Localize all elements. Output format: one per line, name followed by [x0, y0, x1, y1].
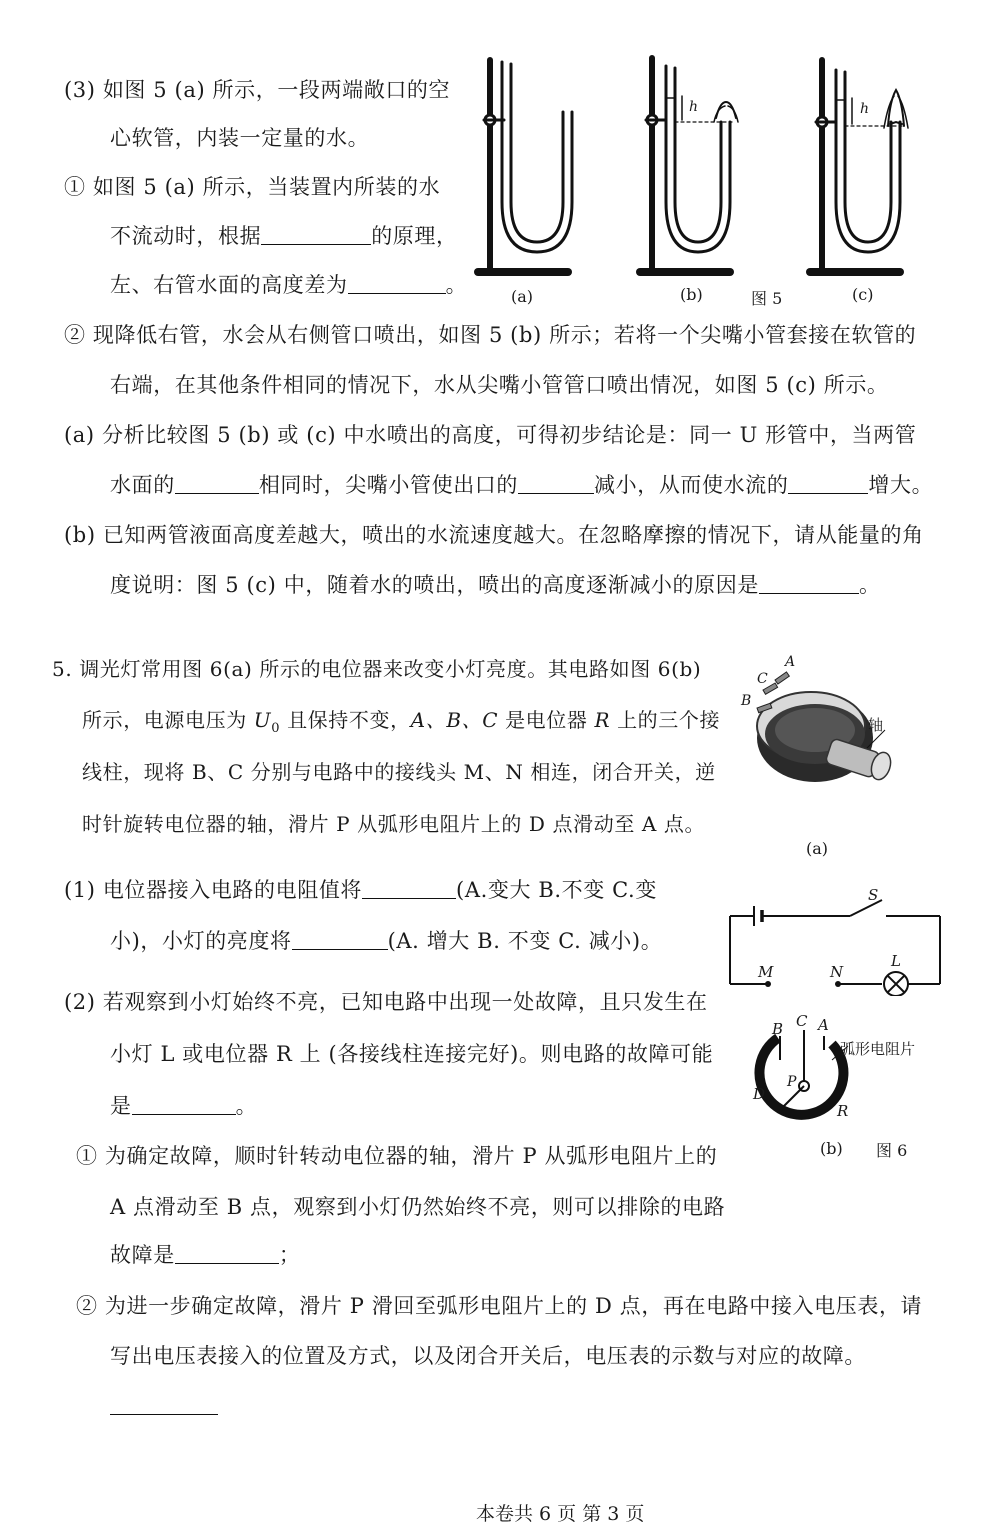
figure-6a-label-C: C — [757, 671, 768, 687]
q4-3-pb-line1: (b) 已知两管液面高度差越大，喷出的水流速度越大。在忽略摩擦的情况下，请从能量的角 — [64, 523, 924, 547]
q4-3-p1-line2-a: 不流动时，根据 — [110, 224, 262, 248]
q4-3-pa-line2-c: 减小，从而使水流的 — [594, 473, 789, 497]
q5-c1-line3 — [110, 1241, 300, 1269]
answer-blank-brightness[interactable] — [292, 929, 388, 950]
q4-3-pa-line2 — [110, 471, 933, 499]
q5-line2-c: A、B、C — [410, 708, 499, 732]
answer-blank-level[interactable] — [175, 473, 259, 494]
q5-s1-line2-a: 小)，小灯的亮度将 — [110, 929, 292, 953]
q4-3-p2-line2: 右端，在其他条件相同的情况下，水从尖嘴小管管口喷出情况，如图 5 (c) 所示。 — [110, 373, 889, 397]
q5-s1-line1 — [64, 876, 657, 904]
figure-6b-slider-P: P — [787, 1074, 797, 1090]
figure-6a-caption: (a) — [806, 839, 829, 858]
q4-3-pa-line2-a: 水面的 — [110, 473, 175, 497]
figure-6a-axis-label: 轴 — [868, 716, 884, 734]
q4-3-pa-line2-d: 增大。 — [868, 473, 934, 497]
q4-3-p2-line1: ② 现降低右管，水会从右侧管口喷出，如图 5 (b) 所示；若将一个尖嘴小管套接在软管的 — [64, 323, 917, 347]
figure-6b-terminal-C: C — [796, 1012, 808, 1030]
q5-line1: 5. 调光灯常用图 6(a) 所示的电位器来改变小灯亮度。其电路如图 6(b) — [52, 657, 702, 681]
q5-s2-line3 — [110, 1092, 257, 1120]
figure-6b-arc-label: 弧形电阻片 — [840, 1040, 916, 1058]
q5-c2-line1: ② 为进一步确定故障，滑片 P 滑回至弧形电阻片上的 D 点，再在电路中接入电压表，请 — [76, 1294, 923, 1318]
figure-6b-caption: (b) — [820, 1139, 843, 1158]
q5-s2-line1: (2) 若观察到小灯始终不亮，已知电路中出现一处故障，且只发生在 — [64, 990, 708, 1014]
figure-6b-point-D: D — [753, 1085, 766, 1103]
q5-line2 — [82, 706, 720, 743]
figure-5c-u-tube — [810, 60, 908, 272]
q4-3-p1-line1: ① 如图 5 (a) 所示，当装置内所装的水 — [64, 175, 441, 199]
q5-c1-line3-a: 故障是 — [110, 1243, 175, 1267]
figure-5b-label: (b) — [680, 285, 703, 304]
figure-5c-h-label: h — [860, 101, 870, 117]
q5-s1-line2-b: (A. 增大 B. 不变 C. 减小)。 — [387, 929, 663, 953]
q4-3-intro-line2: 心软管，内装一定量的水。 — [110, 126, 370, 150]
q4-3-pb-line2-a: 度说明：图 5 (c) 中，随着水的喷出，喷出的高度逐渐减小的原因是 — [110, 573, 759, 597]
q5-line2-b: 且保持不变， — [280, 708, 411, 732]
figure-6b-resistor-R: R — [837, 1102, 849, 1120]
q5-s1-line2 — [110, 927, 662, 955]
figure-6b-terminal-A: A — [818, 1016, 829, 1034]
answer-blank-resistance[interactable] — [362, 878, 456, 899]
figure-5b-u-tube — [640, 58, 738, 272]
figure-5-caption: 图 5 — [751, 289, 783, 308]
answer-blank-voltmeter[interactable] — [110, 1394, 218, 1415]
q5-s2-line3-a: 是 — [110, 1094, 132, 1118]
q5-line3: 线柱，现将 B、C 分别与电路中的接线头 M、N 相连，闭合开关，逆 — [82, 760, 716, 784]
q4-3-p1-line3-b: 。 — [445, 273, 468, 297]
q5-s1-line1-b: (A.变大 B.不变 C.变 — [456, 878, 657, 902]
answer-blank-outlet[interactable] — [518, 473, 594, 494]
q5-s1-line1-a: (1) 电位器接入电路的电阻值将 — [64, 878, 363, 902]
page-footer: 本卷共 6 页 第 3 页 — [476, 1503, 645, 1525]
figure-6a-label-B: B — [741, 693, 752, 709]
terminal-N — [835, 981, 841, 987]
q5-c1-line1: ① 为确定故障，顺时针转动电位器的轴，滑片 P 从弧形电阻片上的 — [76, 1144, 718, 1168]
figure-5c-label: (c) — [852, 285, 874, 304]
q5-line2-sub: 0 — [271, 721, 281, 736]
q4-3-pa-line1: (a) 分析比较图 5 (b) 或 (c) 中水喷出的高度，可得初步结论是：同一 U 形管中，当两管 — [64, 423, 917, 447]
q4-3-p1-line2-b: 的原理， — [371, 224, 458, 248]
figure-5a-u-tube — [478, 60, 572, 272]
q4-3-intro-line1: (3) 如图 5 (a) 所示，一段两端敞口的空 — [64, 78, 451, 102]
q4-3-pb-line2-b: 。 — [858, 573, 881, 597]
q5-line4: 时针旋转电位器的轴，滑片 P 从弧形电阻片上的 D 点滑动至 A 点。 — [82, 812, 706, 836]
answer-blank-reason[interactable] — [759, 573, 859, 594]
answer-blank-principle[interactable] — [261, 224, 371, 245]
q5-c1-line3-b: ； — [278, 1243, 301, 1267]
q4-3-p1-line3-a: 左、右管水面的高度差为 — [110, 273, 348, 297]
q4-3-p1-line2 — [110, 222, 458, 250]
answer-blank-fault[interactable] — [132, 1094, 236, 1115]
q4-3-pb-line2 — [110, 571, 881, 599]
figure-6b-node-M: M — [758, 963, 774, 981]
figure-5a-label: (a) — [511, 287, 534, 306]
q5-line2-e: R — [594, 708, 611, 732]
q5-line2-d: 是电位器 — [498, 708, 595, 732]
figure-6b-switch-label: S — [868, 886, 879, 904]
q5-line2-f: 上的三个接 — [610, 708, 721, 732]
terminal-M — [765, 981, 771, 987]
q5-c1-line2: A 点滑动至 B 点，观察到小灯仍然始终不亮，则可以排除的电路 — [110, 1195, 726, 1219]
q5-s2-line2: 小灯 L 或电位器 R 上 (各接线柱连接完好)。则电路的故障可能 — [110, 1042, 714, 1066]
figure-6a-label-A: A — [785, 654, 796, 670]
figure-6b-terminal-B: B — [772, 1020, 784, 1038]
q5-c2-answer-line — [110, 1392, 218, 1420]
q4-3-pa-line2-b: 相同时，尖嘴小管使出口的 — [258, 473, 519, 497]
q5-c2-line2: 写出电压表接入的位置及方式，以及闭合开关后，电压表的示数与对应的故障。 — [110, 1344, 866, 1368]
arc-resistor-band — [759, 1038, 843, 1115]
q5-s2-line3-b: 。 — [235, 1094, 258, 1118]
answer-blank-excluded-fault[interactable] — [175, 1243, 279, 1264]
figure-6b-node-N: N — [830, 963, 844, 981]
q5-line2-u: U — [253, 708, 272, 732]
figure-6-caption: 图 6 — [876, 1141, 908, 1160]
q4-3-p1-line3 — [110, 271, 467, 299]
answer-blank-flow[interactable] — [788, 473, 868, 494]
figure-5 — [470, 52, 930, 314]
figure-6b-lamp-label: L — [891, 952, 901, 970]
answer-blank-height-difference[interactable] — [348, 273, 446, 294]
figure-5b-h-label: h — [689, 99, 699, 115]
q5-line2-a: 所示，电源电压为 — [82, 708, 254, 732]
